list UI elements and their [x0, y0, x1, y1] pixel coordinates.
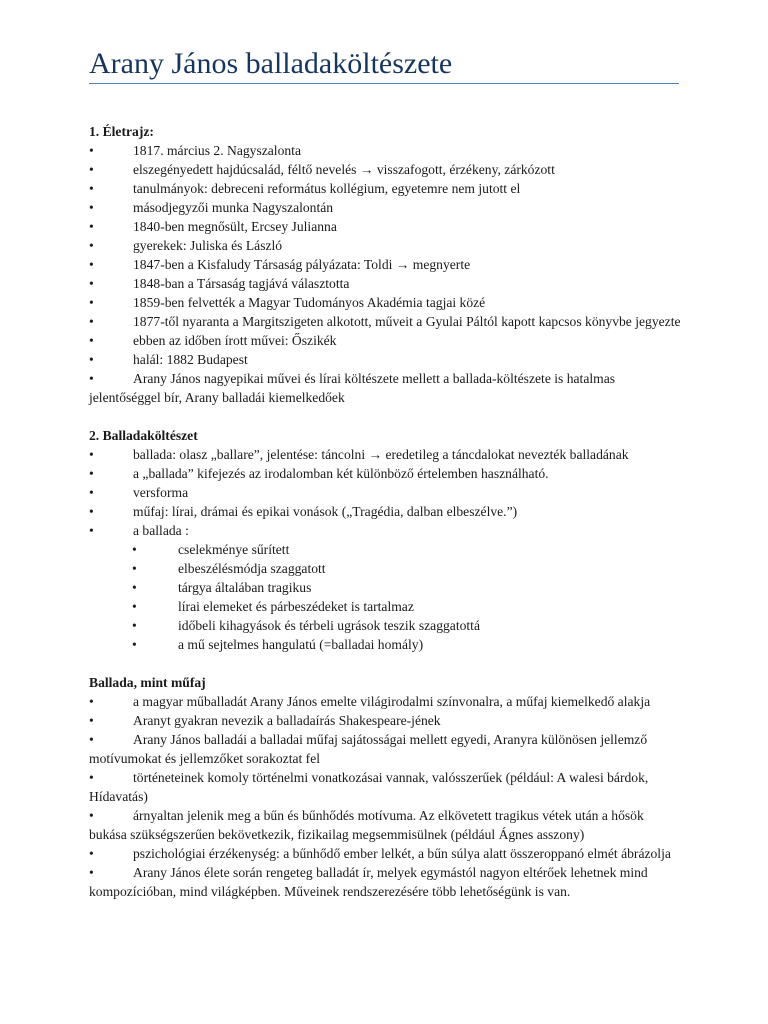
- sub-list-item: [89, 616, 681, 635]
- list-item: [89, 198, 681, 217]
- section-gap: [89, 654, 681, 673]
- document-title: Arany János balladaköltészete: [89, 47, 453, 80]
- list-item-text: tanulmányok: debreceni református kollégium, egyetemre nem jutott el: [133, 181, 521, 196]
- list-item-text: történeteinek komoly történelmi vonatkozásai vannak, valósszerűek (például: A walesi bárdok, Hídavatás): [89, 770, 649, 804]
- sub-list-item-text: lírai elemeket és párbeszédeket is tartalmaz: [178, 599, 414, 614]
- bullet-icon: •: [89, 504, 94, 519]
- bullet-icon: •: [89, 447, 94, 462]
- bullet-icon: •: [89, 694, 94, 709]
- bullet-icon: •: [132, 542, 137, 557]
- section: [89, 426, 681, 654]
- list-item: [89, 217, 681, 236]
- list-item-text: Arany János élete során rengeteg balladát ír, melyek egymástól nagyon eltérőek lehetnek mind kompozícióban, mind világképben. Műveinek rendszerezésére több lehetőségünk is van.: [89, 865, 648, 899]
- list-item: [89, 312, 681, 331]
- list-item-text: 1847-ben a Kisfaludy Társaság pályázata: Toldi → megnyerte: [133, 257, 471, 272]
- list-item: [89, 711, 681, 730]
- bullet-icon: •: [89, 808, 94, 823]
- sub-list-item-text: időbeli kihagyások és térbeli ugrások teszik szaggatottá: [178, 618, 480, 633]
- list-item: [89, 806, 681, 844]
- bullet-icon: •: [89, 200, 94, 215]
- sub-list-item: [89, 559, 681, 578]
- list-item: [89, 844, 681, 863]
- list-item: [89, 730, 681, 768]
- list-item-text: pszichológiai érzékenység: a bűnhődő ember lelkét, a bűn súlya alatt összeroppanó elmét ábrázolja: [133, 846, 671, 861]
- bullet-icon: •: [89, 352, 94, 367]
- bullet-icon: •: [89, 181, 94, 196]
- bullet-icon: •: [89, 371, 94, 386]
- sub-list-item-text: cselekménye sűrített: [178, 542, 290, 557]
- list-item-text: 1877-től nyaranta a Margitszigeten alkotott, műveit a Gyulai Páltól kapott kapcsos könyvbe jegyezte: [133, 314, 681, 329]
- bullet-icon: •: [89, 770, 94, 785]
- list-item: [89, 502, 681, 521]
- sub-list-item: [89, 597, 681, 616]
- list-item: [89, 141, 681, 160]
- section-heading: 1. Életrajz:: [89, 124, 154, 139]
- section: [89, 122, 681, 407]
- list-item: [89, 331, 681, 350]
- sub-list-item: [89, 578, 681, 597]
- list-item-text: elszegényedett hajdúcsalád, féltő nevelés → visszafogott, érzékeny, zárkózott: [133, 162, 555, 177]
- list-item-text: a magyar műballadát Arany János emelte világirodalmi színvonalra, a műfaj kiemelkedő alakja: [133, 694, 651, 709]
- bullet-icon: •: [89, 314, 94, 329]
- list-item-text: árnyaltan jelenik meg a bűn és bűnhődés motívuma. Az elkövetett tragikus vétek után a hősök bukása szükségszerűen bekövetkezik, fizikailag megsemmisülnek (például Ágnes asszony): [89, 808, 644, 842]
- bullet-icon: •: [89, 162, 94, 177]
- bullet-icon: •: [89, 846, 94, 861]
- bullet-icon: •: [89, 143, 94, 158]
- list-item-text: másodjegyzői munka Nagyszalontán: [133, 200, 334, 215]
- list-item: [89, 255, 681, 274]
- list-item: [89, 768, 681, 806]
- bullet-icon: •: [89, 485, 94, 500]
- bullet-icon: •: [89, 732, 94, 747]
- list-item: [89, 521, 681, 540]
- list-item: [89, 293, 681, 312]
- list-item-text: ballada: olasz „ballare”, jelentése: táncolni → eredetileg a táncdalokat nevezték balladának: [133, 447, 629, 462]
- bullet-icon: •: [132, 599, 137, 614]
- list-item: [89, 445, 681, 464]
- list-item: [89, 369, 681, 407]
- list-item-text: halál: 1882 Budapest: [133, 352, 248, 367]
- list-item-text: 1848-ban a Társaság tagjává választotta: [133, 276, 350, 291]
- section-heading: 2. Balladaköltészet: [89, 428, 198, 443]
- list-item: [89, 863, 681, 901]
- list-item: [89, 350, 681, 369]
- document-body: [89, 122, 681, 901]
- bullet-icon: •: [132, 561, 137, 576]
- bullet-icon: •: [89, 238, 94, 253]
- list-item: [89, 464, 681, 483]
- list-item-text: műfaj: lírai, drámai és epikai vonások („Tragédia, dalban elbeszélve.”): [133, 504, 518, 519]
- bullet-icon: •: [89, 333, 94, 348]
- sub-list-item-text: elbeszélésmódja szaggatott: [178, 561, 326, 576]
- list-item-text: Aranyt gyakran nevezik a balladaírás Shakespeare-jének: [133, 713, 441, 728]
- list-item-text: versforma: [133, 485, 189, 500]
- bullet-icon: •: [89, 276, 94, 291]
- list-item-text: gyerekek: Juliska és László: [133, 238, 283, 253]
- sub-list-item-text: a mű sejtelmes hangulatú (=balladai homály): [178, 637, 424, 652]
- title-underline: [89, 83, 679, 84]
- list-item-text: 1817. március 2. Nagyszalonta: [133, 143, 301, 158]
- list-item: [89, 692, 681, 711]
- bullet-icon: •: [89, 219, 94, 234]
- sub-list-item-text: tárgya általában tragikus: [178, 580, 312, 595]
- bullet-icon: •: [89, 257, 94, 272]
- list-item-text: a ballada :: [133, 523, 189, 538]
- list-item: [89, 179, 681, 198]
- list-item-text: 1840-ben megnősült, Ercsey Julianna: [133, 219, 337, 234]
- list-item: [89, 274, 681, 293]
- bullet-icon: •: [132, 618, 137, 633]
- bullet-icon: •: [132, 637, 137, 652]
- sub-list-item: [89, 540, 681, 559]
- list-item-text: Arany János nagyepikai művei és lírai költészete mellett a ballada-költészete is hatalmas jelentőséggel bír, Arany balladái kiemelkedőek: [89, 371, 616, 405]
- bullet-icon: •: [132, 580, 137, 595]
- bullet-icon: •: [89, 713, 94, 728]
- list-item: [89, 236, 681, 255]
- section: [89, 673, 681, 901]
- bullet-icon: •: [89, 295, 94, 310]
- bullet-icon: •: [89, 523, 94, 538]
- section-gap: [89, 407, 681, 426]
- list-item-text: ebben az időben írott művei: Őszikék: [133, 333, 337, 348]
- list-item-text: a „ballada” kifejezés az irodalomban két különböző értelemben használható.: [133, 466, 549, 481]
- bullet-icon: •: [89, 865, 94, 880]
- section-heading: Ballada, mint műfaj: [89, 675, 206, 690]
- list-item-text: Arany János balladái a balladai műfaj sajátosságai mellett egyedi, Aranyra különösen jellemző motívumokat és jellemzőket sorakoztat fel: [89, 732, 648, 766]
- list-item: [89, 483, 681, 502]
- bullet-icon: •: [89, 466, 94, 481]
- list-item-text: 1859-ben felvették a Magyar Tudományos Akadémia tagjai közé: [133, 295, 486, 310]
- sub-list-item: [89, 635, 681, 654]
- list-item: [89, 160, 681, 179]
